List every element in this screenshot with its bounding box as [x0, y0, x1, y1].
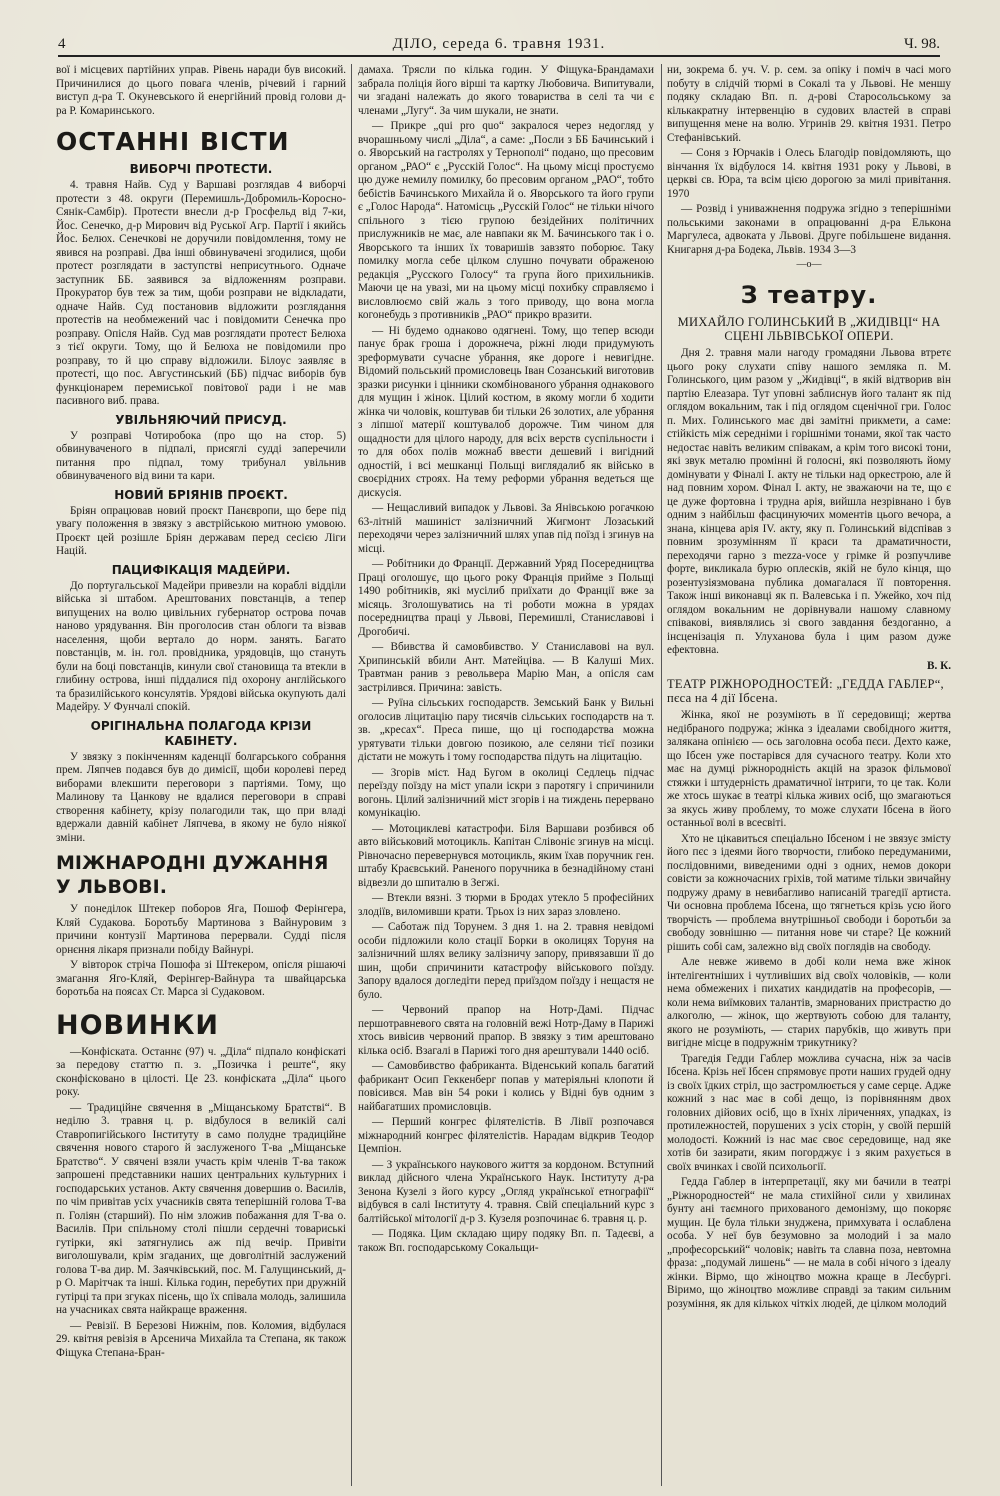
news-item: — Згорів міст. Над Бугом в околиці Седлець підчас переїзду поїзду на міст упали іскри з паротягу і спричинили вогонь. Цілий залізничний міст згорів і на тиждень перервано комунікацію.: [358, 766, 654, 819]
news-item: — Втекли вязні. З тюрми в Бродах утекло 5 професійних злодіїв, виломивши крати. Трьох із них зараз зловлено.: [358, 892, 654, 918]
news-item: — Червоний прапор на Нотр-Дамі. Підчас першотравневого свята на головній вежі Нотр-Даму в Парижі хтось вивісив червоний прапор. В звязку з тим арештовано кілька осіб. Взагалі в Парижі того дня арештували 1440 осіб.: [358, 1004, 654, 1057]
article-text: 4. травня Найв. Суд у Варшаві розглядав 4 виборчі протести з 48. округи (Перемишль-Добромиль-Коросно-Сянік-Самбір). Протести внесли д-р Гросфельд від 7-ки, Йос. Сенечко, д-р Мирович від Руської Агр. Партії і якийсь Йос. Белюх. Сенечкові не доручили повідомлення, тому не явився на розправі. Два інші обвинувачені згодилися, щоби протест розглядати в заступстві неприсутнього. Одначе заступник ББ. заявився за відложенням розправи. Прокуратор був теж за тим, щоби розправи не відкладати, одначе Найв. Суд постановив відложити розглядання протестів на необмежений час і повідомити Сенечка про розправу. Опісля Найв. Суд мав розглядати протест Белюха з тієї округи. Тому, що й Белюха не повідомили про розправу, то й цю справу відложили. Білоус заявляє в протесті, що пос. Августинський (ББ) підчас виборів був функціонарем перемиської повітової ради і не мав пасивного виб. права.: [56, 179, 346, 407]
news-item: — Руїна сільських господарств. Земський Банк у Вильні оголосив ліцитацію пару тисячів сільських господарств на т. зв. „кресах“. Преса пише, що ці господарства можна урятувати тільки довгою позикою, але селяни тієї позики дістати не можуть і тому господарства підуть на ліцитацію.: [358, 697, 654, 763]
news-item: — Ні будемо однаково одягнені. Тому, що тепер всюди панує брак гроша і дорожнеча, ріжні люди придумують зреформувати сучасне убрання, яке дороге і невигідне. Відомий польський промисловець Іван Созанський виготовив зразки рисунки і цінники скомбінованого убрання однакового для мущин і жінок. Цілий костюм, в якому могли б ходити жінка чи чоловік, коштував би тільки 26 золотих, але убрання з ліпшої матерії коштувалоб дорожче. Тим чином для ощадности для цілого народу, для всіх верств суспільности і то для обох полів можнаб ввести дешевий і вигідний одностій, і всі мешканці Польщі виглядалиб як військо в своєрідних строях. На тему реформи убрання ведеться ще дискусія.: [358, 324, 654, 499]
page-number: 4: [58, 35, 66, 52]
news-item: — Нещасливий випадок у Львові. За Янівською рогачкою 63-літній машиніст залізничний Жигмонт Лозаський переходячи через залізничний шлях упав під поїзд і згинув на місці.: [358, 502, 654, 555]
article-text: У вівторок стріча Пошофа зі Штекером, опісля рішаючі змагання Яго-Кляй, Ферінгер-Вайнура та швайцарська боротьба на поясах Ст. Марса зі Судаковом.: [56, 959, 346, 998]
news-item: — Традиційне свячення в „Міщанському Братстві“. В неділю 3. травня ц. р. відбулося в великій салі Ставропигійського Інституту в само полудне традиційне свячення нового старого й заслуженого Т-ва „Міщанське Братство“. У свячені взяли участь крім членів Т-ва також запрошені представники наших центральних культурних і господарських установ. Акту свячення довершив о. Василів, по чім привітав усіх учасників свята теперішній голова Т-ва п. Голіян (старший). По нім зложив побажання для Т-ва о. Василів. При спільному столі пішли сердечні товариські гутірки, які затягнулись аж під вечір. Привіти виголошували, крім згаданих, ще довголітній заслужений голова Т-ва дир. М. Заячківський, пос. М. Галущинський, д-р О. Марітчак та інші. Кілька годин, перебутих при дружній гутірці та при згуках пісень, що їх співала молодь, залишила на учасниках свята найкраще враження.: [56, 1101, 346, 1316]
article-text: Гедда Габлер в інтерпретації, яку ми бачили в театрі „Ріжнородностей“ не мала стихійної сили у хвилинах бунту ані таємного прихованого демонізму, що покоряє мущин. Це була тільки знуджена, примхувата і ослаблена особа. У неї був безумовно за молодий і за мало „професорський“ чоловік; навіть та славна поза, невтомна фраза: „подумай лишень“ — не мала в собі нічого з ідеалу жінки. Вірмо, що жіноцтво можна краще в Лесбургі. Віримо, що жіноцтво можливе справді за таким сильним розуміння, як для кількох чіткіх людей, де цілком молодий: [667, 1176, 951, 1310]
news-item: — Розвід і униважнення подружа згідно з теперішніми польськими законами в опрацюванні д-ра Елькона Маргулеса, адвоката у Львові. Друге побільшене видання. Книгарня д-ра Бодека, Львів. 1934 3—3: [667, 203, 951, 256]
article-text: Хто не цікавиться спеціально Ібсеном і не звязує змісту його пєс з ідеями його творчости, глибоко передуманими, послідовними, виведеними одні з одних, немов докори совісти за кожночасних гріхів, той матиме тільки звичайну подружу драму в невибагливо написаній трагедії артиста. Чи основна проблема Ібсена, що тягнеться крізь усю його творчість — проблема внутрішньої свободи і боротьби за свободу зовнішню — питання нове чи старе? Це кожний рішить собі сам, залежно від своїх поглядів на свободу.: [667, 832, 951, 953]
article-text: Жінка, якої не розуміють в її середовищі; жертва недібраного подружа; жінка з ідеалами свобідного життя, залякана опінією — ось заголовна особа пєси. Дехто каже, що Ібсен уже постарівся для сучасного театру. Коли хто має на думці ріжнородність акцій на зразок фільмової стяжки і штудерність драматичної інтриги, то це так. Коли же хтось шукає в театрі кілька живих осіб, що змагаються за якусь живу проблему, то може слухати Ібсена в його останньої волі в всесвіті.: [667, 709, 951, 829]
column-3: [667, 64, 951, 1486]
page-header: [58, 30, 940, 58]
article-heading: ОРІГІНАЛЬНА ПОЛАГОДА КРІЗИ КАБІНЕТУ.: [90, 718, 312, 748]
column-divider: [351, 64, 352, 1486]
section-heading-latest-news: ОСТАННІ ВІСТИ: [56, 127, 290, 156]
news-item: — Самовбивство фабриканта. Віденський копаль багатий фабрикант Осип Геккенберг попав у матеріяльні клопоти й повісився. Мав він 54 роки і колись у Відні був одним з найбагатших промисловців.: [358, 1060, 654, 1113]
news-item: — Перший конгрес філятелістів. В Лівії розпочався міжнародний конгрес філятелістів. Нарадам відкрив Теодор Цемпіон.: [358, 1116, 654, 1155]
column-2: [358, 64, 654, 1486]
section-heading-wrestling: МІЖНАРОДНІ ДУЖАННЯ У ЛЬВОВІ.: [56, 852, 329, 898]
column-1: [56, 64, 346, 1486]
article-continuation: вої і місцевих партійних управ. Рівень наради був високий. Причинилися до цього повага членів, річевий і гарний виступ д-ра Т. Окуневського й енергійний провід голови д-ра Р. Комаринського.: [56, 64, 346, 117]
section-heading-theatre: З театру.: [740, 281, 878, 309]
article-text: У звязку з покінченням каденції болгарського собрання прем. Ляпчев подався був до димісії, щоби королеві перед виборами влекшити переговори з партіями. Тому, що Малинову та Цанкову не вдалися переговори в справі створення кабінету, крізу полагодили так, що при владі вдержали давній кабінет Ляпчева, в якому не було ніякої зміни.: [56, 750, 346, 844]
header-rule: [58, 55, 940, 57]
author-signature: В. К.: [927, 659, 951, 672]
news-item: — Вбивства й самовбивство. У Станиславові на вул. Хрипинській вбили Ант. Матейціва. — В Калуші Мих. Травтман ранив з револьвера Марію Ман, а опісля сам застрілився. Причина: завість.: [358, 641, 654, 694]
news-item: ни, зокрема б. уч. V. р. сем. за опіку і поміч в часі мого побуту в слідчій тюрмі в Сокалі та у Львові. Не меншу подяку складаю Вп. п. д-рові Старосольському за кількакратну інтервенцію в судових властей в справі випущення мене на волю. Угринів 29. квітня 1931. Петро Стефанівський.: [667, 64, 951, 144]
news-item: — Саботаж під Торунем. З дня 1. на 2. травня невідомі особи підложили коло стації Борки в околицях Торуня на залізничний шлях велику залізничу запору, привязавши її до шин, щоби спричинити катастрофу військового поїзду. Запору вдалося догледіти перед приїздом поїзду і нещастя не було.: [358, 921, 654, 1001]
article-heading: НОВИЙ БРІЯНІВ ПРОЄКТ.: [114, 487, 288, 502]
article-text: У понеділок Штекер поборов Яга, Пошоф Ферінгера, Кляй Судакова. Боротьбу Мартинова з Вайнуровим з причини контузії Мартинова перервали. Судді після орнєння лікаря признали побіду Вайнурі.: [56, 903, 346, 956]
article-text: У розправі Чотиробока (про що на стор. 5) обвинуваченого в підпалі, присяглі судді заперечили питання про підпал, тому трибунал увільнив обвинуваченого від вини та кари.: [56, 429, 346, 482]
article-text: Бріян опрацював новий проєкт Панєвропи, що бере під увагу положення в звязку з австрійською митною умовою. Проєкт цей розішле Бріян державам перед сесією Ліги Націй.: [56, 504, 346, 557]
issue-number: Ч. 98.: [904, 35, 940, 52]
article-text: До португальської Мадейри привезли на кораблі відділи війська зі штабом. Арештованих повстанців, а тепер випущених на волю цивільних губернатор острова почав наново урядування. Він проголосив стан облоги та візвав населення, щоби вертало до норм. занять. Багато повстанців, м. ін. гол. провідника, урядовців, що стануть були на боці повстанців, кинули свої становища та втекли в глибину острова, інші піддалися під охорону англійського та бразилійського консулятів. Урядові війська окупують далі Мадейру. У Фунчалі спокій.: [56, 579, 346, 713]
article-heading: ВИБОРЧІ ПРОТЕСТИ.: [129, 162, 273, 176]
article-heading: ТЕАТР РІЖНОРОДНОСТЕЙ: „ГЕДДА ГАБЛЕР“, пєса на 4 дії Ібсена.: [667, 677, 944, 705]
news-item: — Робітники до Франції. Державний Уряд Посередництва Праці оголошує, що цього року Франція прийме з Польщі 1490 робітників, які мусілиб приїхати до Франції вже за місяць. Зголошуватись на ті роботи можна в урядах посередництва праці у Львові, Перемишлі, Станиславові і Дрогобичі.: [358, 558, 654, 638]
news-item: — Ревізії. В Березові Нижнім, пов. Коломия, відбулася 29. квітня ревізія в Арсенича Михайла та Степана, як також Фіщука Степана-Бран-: [56, 1319, 346, 1359]
article-heading: УВІЛЬНЯЮЧИЙ ПРИСУД.: [115, 412, 287, 427]
separator: —o—: [796, 259, 822, 270]
article-text: Дня 2. травня мали нагоду громадяни Львова втретє цього року слухати співу нашого земляка п. М. Голинського, цим разом у „Жидівці“, в якій відтворив він партію Елеазара. Тут уповні заблиснув його талант як під оглядом вокальним, так і під оглядом сценічної гри. Голос п. Мих. Голинського має дві замітні прикмети, а саме: стійкість між середніми і горішніми тонами, якої так часто недостає навіть великим співакам, а крім того високі тони, які звук металю промінні й голосні, які позволяють йому домінувати у Фіналі І. акту не тільки над оркестрою, але й над повним хором. Фінал І. акту, не зважаючи на те, що є це дуже фортовна і трудна арія, вийшла незрівнано і був одним з найбільш фасцинуючих моментів цього вечора, а знана, кінцева арія IV. акту, яку п. Голинський відспівав з повним зрозумінням її краси та драматичности, переходячи гарно з mezza-voce у грімке й розпучливе форте, викликала бурю оплесків, якій не було кінця, що розентузіязмована публика домагалася її повторення. Також інші виконавці як п. Валевська і п. Ужейко, хоч під оглядом вокальним не дорівнували нашому славному співакові, виявлялись зі свого завдання бездоганно, а інсценізація п. Улуханова була і цим разом дуже ефектовна.: [667, 347, 951, 656]
section-heading-news: НОВИНКИ: [56, 1009, 219, 1041]
article-text: Трагедія Гедди Габлер можлива сучасна, ніж за часів Ібсена. Крізь неї Ібсен спрямовує проти наших грудей одну із своїх їдких стріл, що застромлюється у саме серце. Адже кожний з нас має в собі дещо, із порівнянням двох головних дійових осіб, що в їхніх ліриченнях, упадках, із протилежностей, порушених з усіх сторін, у своїй першій молодості. Кожний із нас має своє середовище, над яке хотів би зазирати, яким погорджує і з яким рахується в своїх вчинках і своїй психольогії.: [667, 1052, 951, 1173]
news-item: дамаха. Трясли по кілька годин. У Фіщука-Брандамахи забрала поліція його вірші та картку Любовича. Випитували, чи згадані належать до якого товариства в селі та чи є членами „Лугу“. За чим шукали, не знати.: [358, 64, 654, 117]
news-item: — Мотоциклеві катастрофи. Біля Варшави розбився об авто військовий мотоцикль. Капітан Слівоніє згинув на місці. Рівночасно перевернувся мотоцикль, яким їхав поручник ген. штабу Краєвський. Раненого поручника в безнадійному стані відвезли до шпиталю в Зегжі.: [358, 822, 654, 889]
column-divider: [661, 64, 662, 1486]
article-heading: МИХАЙЛО ГОЛИНСЬКИЙ В „ЖИДІВЦІ“ НА СЦЕНІ ЛЬВІВСЬКОЇ ОПЕРИ.: [677, 315, 941, 343]
news-item: — Соня з Юрчаків і Олесь Благодір повідомляють, що вінчання їх відбулося 14. квітня 1931 року у Львові, в церкві св. Юра, та всім цією дорогою за милі привітання. 1970: [667, 147, 951, 200]
article-text: Але невже живемо в добі коли нема вже жінок інтелігентніших і чутливіших від своїх чоловіків, — коли нема обмежених і пихатих кандидатів на професорів, — коли нема виїмкових талантів, змарнованих пристрастю до алкоголю, — жінок, що жертвують собою для таланту, якого не розуміють, — старих парубків, що живуть при вигідне місце в подружнім трикутнику?: [667, 956, 951, 1049]
article-heading: ПАЦИФІКАЦІЯ МАДЕЙРИ.: [111, 562, 291, 577]
masthead-date: ДІЛО, середа 6. травня 1931.: [392, 35, 606, 52]
news-item: —Конфіската. Останнє (97) ч. „Діла“ підпало конфіскаті за передову статтю п. з. „Позичка і реште“, яку сконфісковано в цілості. Це 23. конфіската „Діла“ цього року.: [56, 1045, 346, 1098]
news-item: — З українського наукового життя за кордоном. Вступний виклад дійсного члена Українського Наук. Інституту д-ра Зенона Кузелі з його курсу „Огляд української етнографії“ відбувся в салі Інституту 4. травня. Свій спеціальний курс з балтійської мітології д-р З. Кузеля розпочинає 6. травня ц. р.: [358, 1158, 654, 1225]
news-item: — Подяка. Цим складаю щиру подяку Вп. п. Тадеєві, а також Вп. господарському Сокальщи-: [358, 1228, 654, 1254]
news-item: — Прикре „qui pro quo“ закралося через недогляд у вчорашньому числі „Діла“, а саме: „Посли з ББ Бачинський і о. Яворський на гастролях у Тернополі“ подано, що пресовим органом „РАО“ є „Русскій Голос“. На цьому місці простуємо цю дуже немилу помилку, бо пресовим органом „РАО“, тобто бебістів Бачинського Михайла й о. Яворського та його групи є „Голос Народа“. Натомісць „Русскій Голос“ не тільки нічого спільного з тією групою безідейних політичних прислужників не має, але навпаки як М. Бачинського так і о. Яворського та інших їх товаришів завзято поборює. Таку помилку могла себе цілком слушно почувати ображеною редакція „Русского Голосу“ та група його прихильників. Маючи це на увазі, ми на цьому місці похибку справляємо і висловлюємо свій жаль з того приводу, що вона могла когонебудь з противників „РАО“ прикро вразити.: [358, 120, 654, 321]
